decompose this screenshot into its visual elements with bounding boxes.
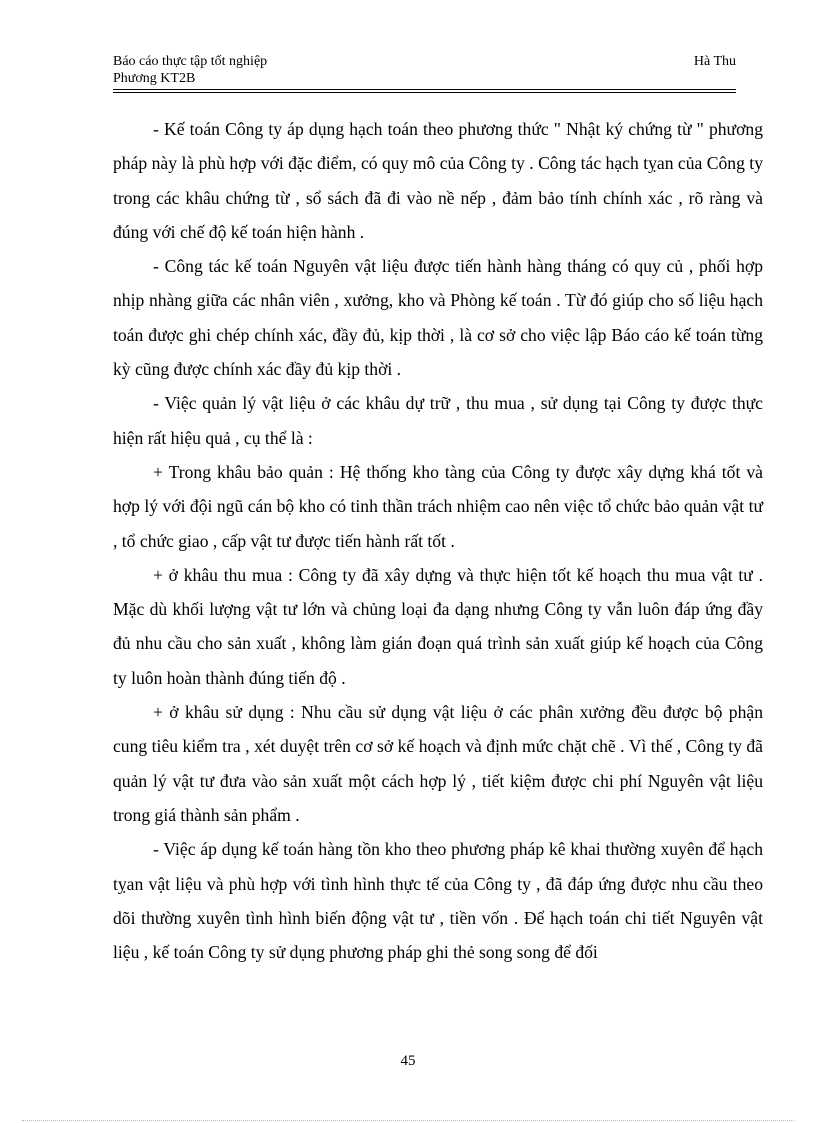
header-class: Phương KT2B xyxy=(113,71,196,86)
paragraph: + ở khâu sử dụng : Nhu cầu sử dụng vật liệu ở các phân xưởng đều được bộ phận cung tiêu kiểm tra , xét duyệt trên cơ sở kế hoạch và định mức chặt chẽ . Vì thế , Công ty đã quản lý vật tư đưa vào sản xuất một cách hợp lý , tiết kiệm được chi phí Nguyên vật liệu trong giá thành sản phẩm . xyxy=(113,702,763,825)
paragraph: + ở khâu thu mua : Công ty đã xây dựng và thực hiện tốt kế hoạch thu mua vật tư . Mặc dù khối lượng vật tư lớn và chủng loại đa dạng nhưng Công ty vẫn luôn đáp ứng đầy đủ nhu cầu cho sản xuất , không làm gián đoạn quá trình sản xuất giúp kế hoạch của Công ty luôn hoàn thành đúng tiến độ . xyxy=(113,564,763,688)
paragraph: - Việc quản lý vật liệu ở các khâu dự trữ , thu mua , sử dụng tại Công ty được thực hiện rất hiệu quả , cụ thể là : xyxy=(113,393,763,448)
body-text xyxy=(113,112,763,969)
page-bottom-divider xyxy=(22,1120,794,1121)
header-left xyxy=(113,53,267,87)
paragraph: - Công tác kế toán Nguyên vật liệu được tiến hành hàng tháng có quy củ , phối hợp nhịp nhàng giữa các nhân viên , xưởng, kho và Phòng kế toán . Từ đó giúp cho số liệu hạch toán được ghi chép chính xác, đầy đủ, kịp thời , là cơ sở cho việc lập Báo cáo kế toán từng kỳ cũng được chính xác đầy đủ kịp thời . xyxy=(113,256,763,380)
header-author: Hà Thu xyxy=(693,54,736,69)
paragraph: + Trong khâu bảo quản : Hệ thống kho tàng của Công ty được xây dựng khá tốt và hợp lý với đội ngũ cán bộ kho có tinh thần trách nhiệm cao nên việc tổ chức bảo quản vật tư , tổ chức giao , cấp vật tư được tiến hành rất tốt . xyxy=(113,461,763,551)
header-report-title: Báo cáo thực tập tốt nghiệp xyxy=(113,54,268,69)
paragraph: - Việc áp dụng kế toán hàng tồn kho theo phương pháp kê khai thường xuyên để hạch tỵan vật liệu và phù hợp với tình hình thực tế của Công ty , đã đáp ứng được nhu cầu theo dõi thường xuyên tình hình biến động vật tư , tiền vốn . Để hạch toán chi tiết Nguyên vật liệu , kế toán Công ty sử dụng phương pháp ghi thẻ song song để đối xyxy=(113,839,763,963)
header-divider xyxy=(113,89,736,93)
page-number: 45 xyxy=(400,1053,416,1069)
paragraph: - Kế toán Công ty áp dụng hạch toán theo phương thức " Nhật ký chứng từ " phương pháp này là phù hợp với đặc điểm, có quy mô của Công ty . Công tác hạch tỵan của Công ty trong các khâu chứng từ , sổ sách đã đi vào nề nếp , đảm bảo tính chính xác , rõ ràng và đúng với chế độ kế toán hiện hành . xyxy=(113,119,763,242)
page-header xyxy=(113,53,736,93)
